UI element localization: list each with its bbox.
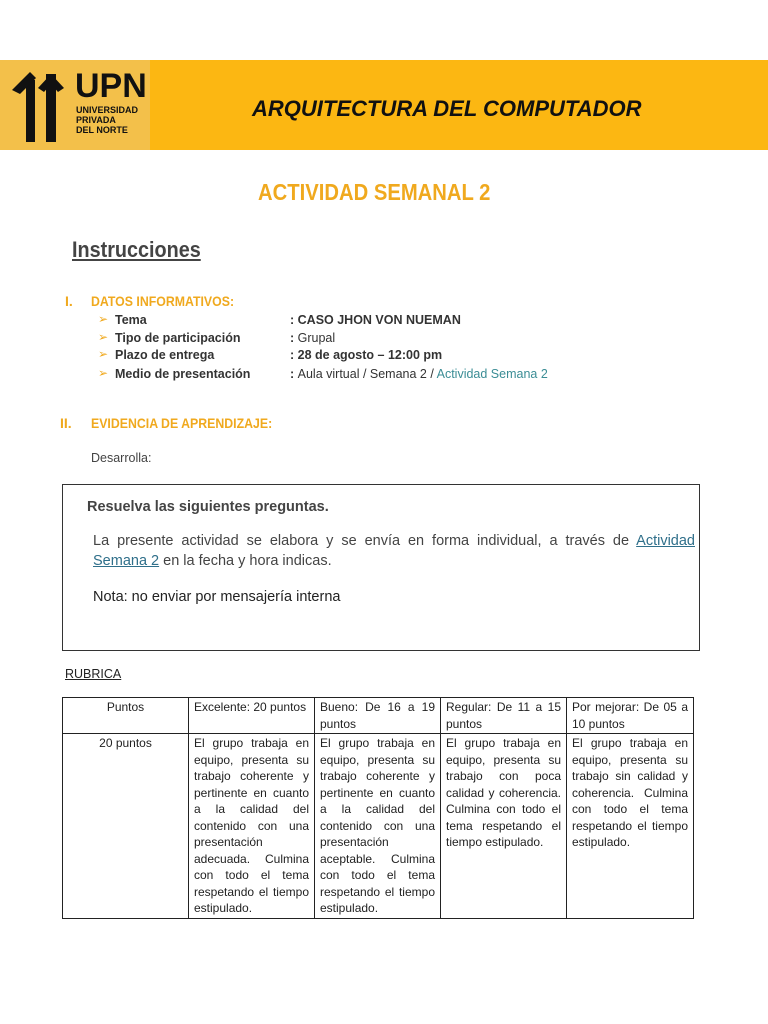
section1-number: I. [65,293,73,309]
rubric-header-cell: Excelente: 20 puntos [189,698,315,734]
arrow-bullet-icon: ➢ [98,330,109,344]
rubric-cell: El grupo trabaja en equipo, presenta su trabajo con poca calidad y coherencia. Culmina con todo el tema respetando el tiempo estipulado. [441,734,567,919]
instructions-heading: Instrucciones [72,237,201,262]
rubric-cell: El grupo trabaja en equipo, presenta su trabajo coherente y pertinente en cuanto a la calidad del contenido con una presentación aceptable. Culmina con todo el tema respetando el tiempo estipulado. [315,734,441,919]
actividad-semana-body-link[interactable]: Actividad Semana 2 [93,533,695,569]
rubric-header-row [63,698,694,734]
question-note: Nota: no enviar por mensajería interna [93,589,341,605]
rubric-points-cell: 20 puntos [63,734,189,919]
table-row [63,734,694,919]
arrow-bullet-icon: ➢ [98,312,109,326]
rubric-header-cell: Regular: De 11 a 15 puntos [441,698,567,734]
activity-title: ACTIVIDAD SEMANAL 2 [258,179,491,205]
rubric-cell: El grupo trabaja en equipo, presenta su trabajo coherente y pertinente en cuanto a la calidad del contenido con una presentación adecuada. Culmina con todo el tema respetando el tiempo estipulado. [189,734,315,919]
section1-title: DATOS INFORMATIVOS: [91,293,235,309]
section2-number: II. [60,415,72,431]
upn-logo-mark-icon [12,68,70,142]
rubric-label: RUBRICA [65,667,122,681]
rubric-header-cell: Bueno: De 16 a 19 puntos [315,698,441,734]
section2-title: EVIDENCIA DE APRENDIZAJE: [91,415,273,431]
logo [0,60,150,150]
course-title: ARQUITECTURA DEL COMPUTADOR [252,96,642,121]
desarrolla-label: Desarrolla: [91,451,152,465]
logo-subtitle: UNIVERSIDAD PRIVADA DEL NORTE [76,105,139,135]
arrow-bullet-icon: ➢ [98,366,109,380]
rubric-header-cell: Puntos [63,698,189,734]
rubric-cell: El grupo trabaja en equipo, presenta su trabajo sin calidad y coherencia. Culmina con todo el tema respetando el tiempo estipulado. [567,734,694,919]
actividad-semana-link[interactable]: Actividad Semana 2 [436,367,548,381]
question-heading: Resuelva las siguientes preguntas. [87,499,329,515]
question-body: La presente actividad se elabora y se envía en forma individual, a través de Actividad Semana 2 en la fecha y hora indicas. [93,533,695,569]
question-box [62,484,700,651]
arrow-bullet-icon: ➢ [98,347,109,361]
header-banner [0,60,768,150]
rubric-table [62,697,694,919]
rubric-header-cell: Por mejorar: De 05 a 10 puntos [567,698,694,734]
logo-name: UPN [75,67,147,105]
